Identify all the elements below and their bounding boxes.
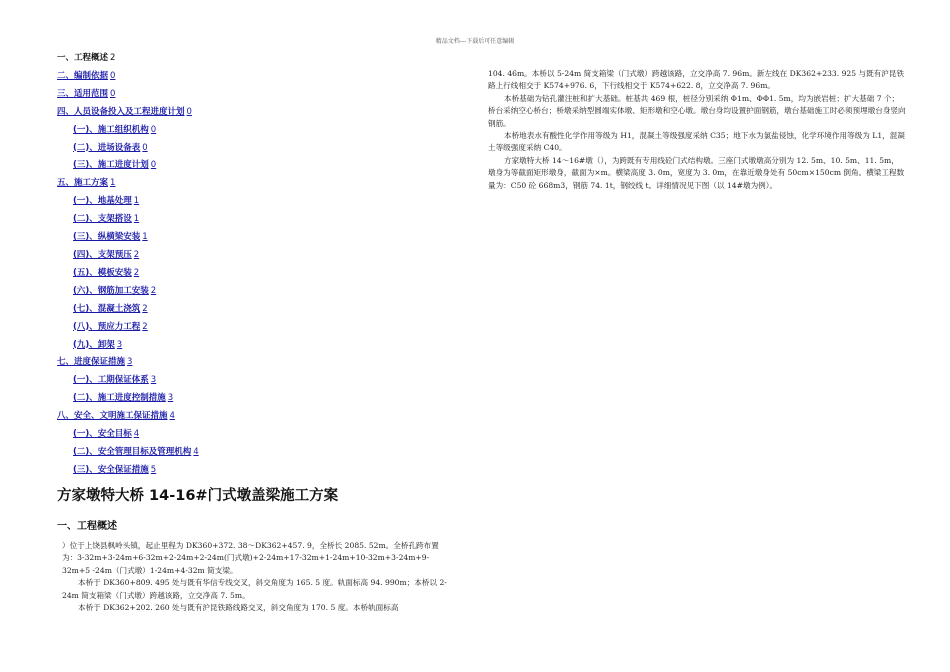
toc-entry-title[interactable]: (三)、安全保证措施 [73,464,149,475]
toc-entry-page: 1 [133,214,140,225]
toc-entry-page: 0 [150,160,157,171]
paragraph: 本桥于 DK362+202. 260 处与既有沪昆铁路线路交叉，斜交角度为 170. 5 度。本桥轨面标高 [78,603,399,613]
toc-entry-title[interactable]: 二、编制依据 [57,70,109,81]
toc-entry-page: 0 [110,88,116,99]
toc-entry-title[interactable]: (二)、支架搭设 [73,214,132,225]
toc-entry-page: 3 [127,357,133,368]
toc-entry[interactable] [57,354,437,372]
toc-entry[interactable] [57,283,437,301]
toc-entry[interactable] [57,229,437,247]
toc-entry-title[interactable]: (一)、施工组织机构 [73,124,149,135]
toc-entry[interactable] [57,426,437,444]
toc-entry-title[interactable]: (四)、支架预压 [73,249,132,260]
toc-entry[interactable] [57,157,437,175]
toc-entry-title[interactable]: (二)、进场设备表 [73,142,141,153]
toc-entry[interactable] [57,301,437,319]
paragraph: 104. 46m。本桥以 5-24m 简支箱梁（门式墩）跨越该路，立交净高 7. 96m。新左线在 DK362+233. 925 与既有沪昆铁路上行线相交于 K574+976. 6，下行线相交于 K574+622. 8，立交净高 7. 96m。 [488,69,905,91]
toc-entry-title[interactable]: (九)、卸架 [73,339,115,350]
toc-entry-title[interactable]: (一)、地基处理 [73,196,132,207]
page-header: 精品文档---下载后可任意编辑 [435,38,515,45]
toc-entry-page: 3 [150,375,157,386]
toc-entry-title[interactable]: 一、工程概述 [57,53,109,63]
toc-entry[interactable] [57,319,437,337]
toc-entry[interactable] [57,104,437,122]
toc-entry-page: 0 [150,124,157,135]
toc-entry-page: 1 [133,196,140,207]
toc-entry[interactable] [57,193,437,211]
paragraph: 本桥于 DK360+809. 495 处与既有华信专线交叉，斜交角度为 165. 5 度。轨面标高 94. 990m；本桥以 2-24m 简支箱梁（门式墩）跨越该路，立交净高 7. 5m。 [62,578,447,600]
toc-entry[interactable] [57,444,437,462]
toc-entry-page: 2 [110,53,116,63]
toc-entry-title[interactable]: (八)、预应力工程 [73,321,141,332]
toc-entry[interactable] [57,390,437,408]
toc-entry-page: 4 [193,446,199,457]
toc-entry-page: 1 [110,178,116,189]
toc-entry-title[interactable]: (三)、纵横梁安装 [73,232,141,243]
paragraph: ）位于上饶县枫岭头镇，起止里程为 DK360+372. 38～DK362+457. 9，全桥长 2085. 52m。全桥孔跨布置为：3-32m+3-24m+6-32m+2-24m+2-24m(门式墩)+2-24m+17-32m+1-24m+10-32m+3-24m+9-32m+5 -24m（门式墩）1-24m+4-32m 简支梁。 [62,541,439,575]
toc-entry-page: 1 [142,232,148,243]
table-of-contents [57,50,437,480]
toc-entry-page: 4 [133,429,140,440]
toc-entry[interactable] [57,462,437,480]
toc-entry[interactable] [57,50,437,68]
right-column-text [488,68,906,192]
toc-entry[interactable] [57,408,437,426]
toc-entry-page: 0 [110,70,116,81]
toc-entry-title[interactable]: (二)、安全管理目标及管理机构 [73,446,192,457]
toc-entry-title[interactable]: (七)、混凝土浇筑 [73,303,141,314]
toc-entry-title[interactable]: 五、施工方案 [57,178,109,189]
toc-entry[interactable] [57,265,437,283]
toc-entry-title[interactable]: 三、适用范围 [57,88,109,99]
toc-entry[interactable] [57,140,437,158]
paragraph: 本桥基础为钻孔灌注桩和扩大基础。桩基共 469 根，桩径分别采纳 Φ1m、ΦΦ1. 5m，均为嵌岩桩；扩大基础 7 个；桥台采纳空心桥台；桥墩采纳型圆端实体墩、矩形墩和空心墩。墩台身均设置护面钢筋，墩台基础施工时必须预埋墩台身竖向钢筋。 [488,93,906,128]
toc-entry-page: 2 [142,321,148,332]
toc-entry[interactable] [57,247,437,265]
toc-entry[interactable] [57,175,437,193]
toc-entry-title[interactable]: (五)、模板安装 [73,267,132,278]
toc-entry-page: 0 [142,142,148,153]
toc-entry-title[interactable]: (六)、钢筋加工安装 [73,285,149,296]
toc-entry-page: 4 [169,411,175,422]
toc-entry[interactable] [57,122,437,140]
toc-entry-title[interactable]: 四、人员设备投入及工程进度计划 [57,106,185,117]
toc-entry-title[interactable]: 七、进度保证措施 [57,357,126,368]
toc-entry-title[interactable]: (一)、安全目标 [73,429,132,440]
paragraph: 方家墩特大桥 14～16#墩（），为跨既有专用线砼门式结构墩。三座门式墩墩高分别为 12. 5m、10. 5m、11. 5m，墩身为等截面矩形墩身，截面为×m。横梁高度 3. 0m，宽度为 3. 0m，在靠近墩身处有 50cm×150cm 倒角。横梁工程数量为：C50 砼 668m3，钢筋 74. 1t，钢绞线 t。详细情况见下图（以 14#墩为例）。 [488,155,905,190]
toc-entry-page: 3 [167,393,174,404]
toc-entry[interactable] [57,337,437,355]
toc-entry[interactable] [57,68,437,86]
left-column-text [62,540,454,614]
toc-entry-page: 2 [133,267,140,278]
document-title: 方家墩特大桥 14-16#门式墩盖梁施工方案 [57,488,339,504]
toc-entry-page: 0 [186,106,192,117]
toc-entry-title[interactable]: 八、安全、文明施工保证措施 [57,411,168,422]
toc-entry-page: 5 [150,464,157,475]
paragraph: 本桥地表水有酸性化学作用等级为 H1，混凝土等级强度采纳 C35；地下水为氯盐侵蚀，化学环境作用等级为 L1，混凝土等级强度采纳 C40。 [488,131,905,153]
section-heading: 一、工程概述 [57,521,117,532]
toc-entry-title[interactable]: (三)、施工进度计划 [73,160,149,171]
toc-entry[interactable] [57,86,437,104]
toc-entry-page: 3 [116,339,123,350]
toc-entry-title[interactable]: (一)、工期保证体系 [73,375,149,386]
toc-entry[interactable] [57,372,437,390]
toc-entry-page: 2 [133,249,140,260]
toc-entry-page: 2 [142,303,148,314]
toc-entry-page: 2 [150,285,157,296]
toc-entry[interactable] [57,211,437,229]
toc-entry-title[interactable]: (二)、施工进度控制措施 [73,393,166,404]
